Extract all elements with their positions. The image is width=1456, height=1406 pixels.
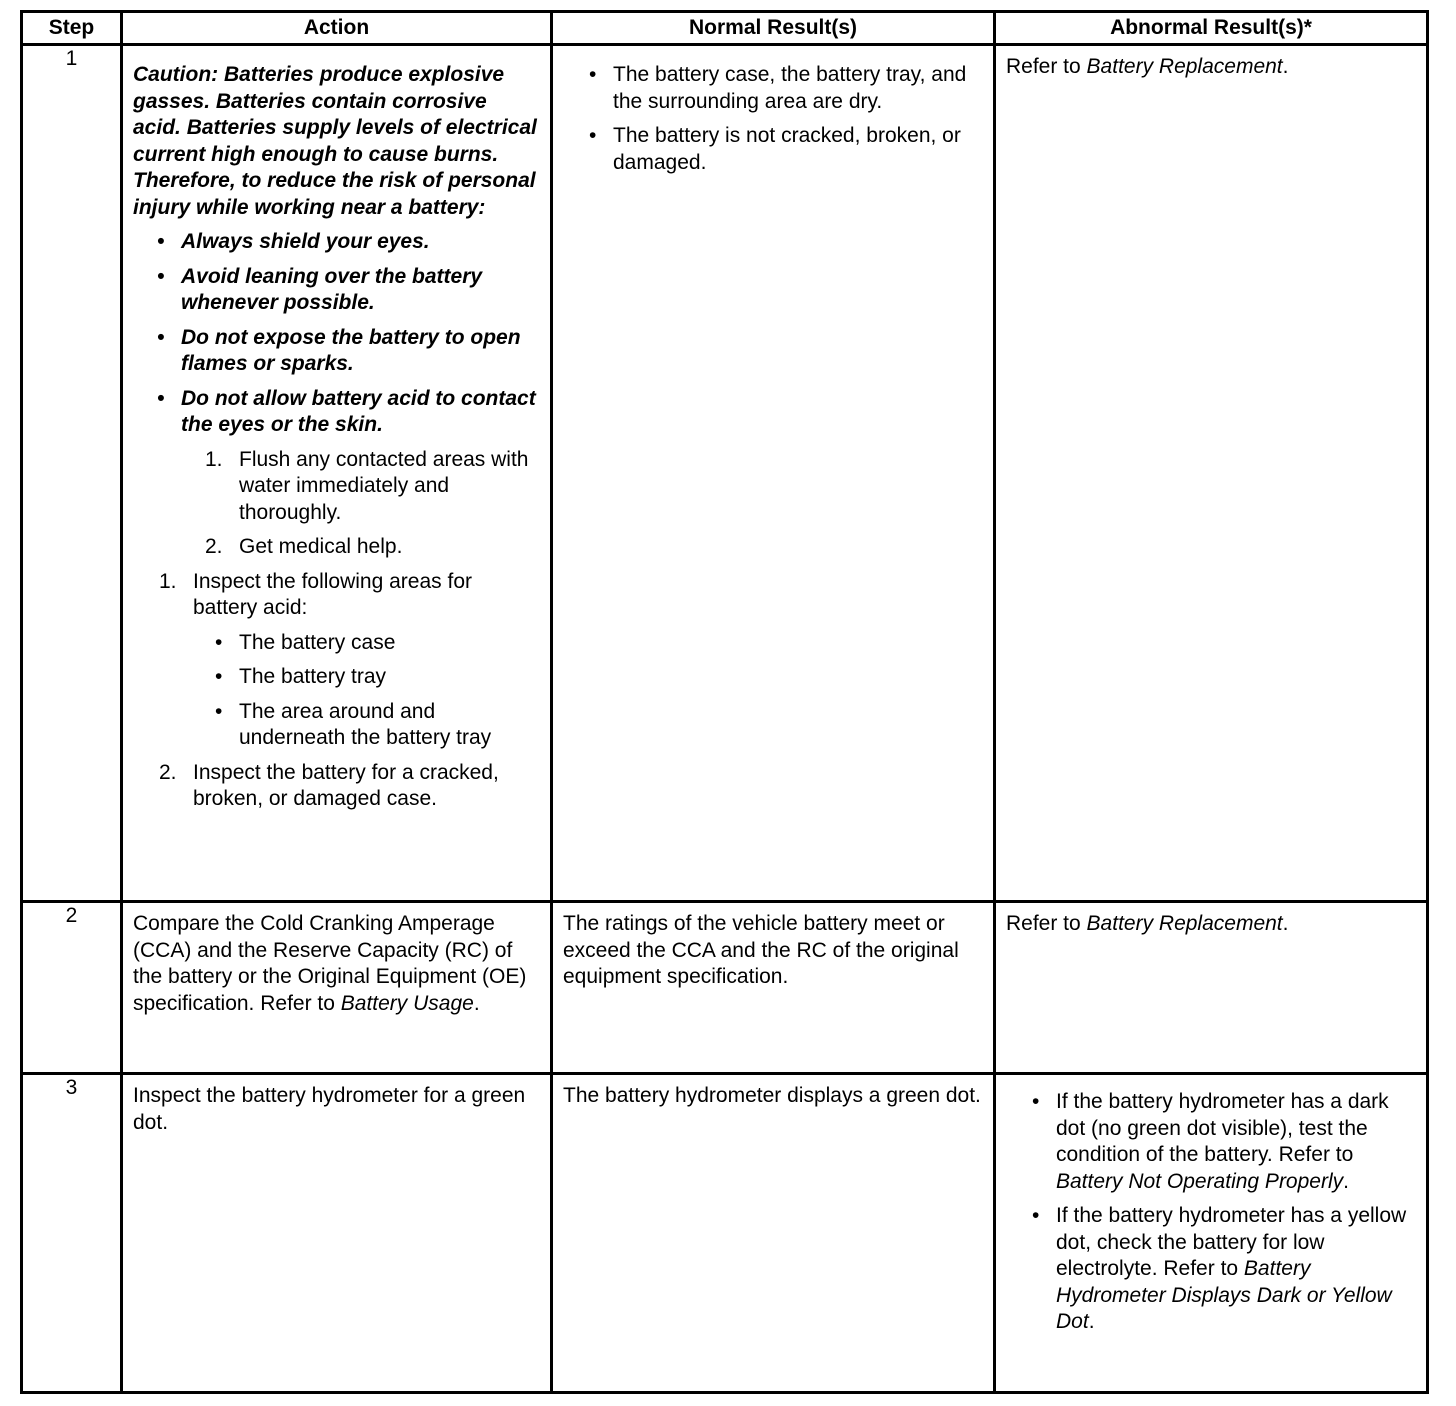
action-cell xyxy=(122,45,552,902)
abnormal-suffix: . xyxy=(1343,1169,1349,1193)
caution-item-text: Do not allow battery acid to contact the eyes or the skin. xyxy=(181,386,536,436)
list-text: Inspect the following areas for battery acid: xyxy=(193,569,472,619)
abnormal-result-cell xyxy=(995,902,1428,1074)
inspection-step xyxy=(159,569,540,752)
list-text: Get medical help. xyxy=(239,535,403,558)
header-step: Step xyxy=(22,12,122,45)
normal-result-cell xyxy=(552,902,995,1074)
step-number: 1 xyxy=(22,45,122,902)
normal-result: • The battery case, the battery tray, and the surrounding area are dry. xyxy=(589,62,983,115)
abnormal-text: Refer to xyxy=(1006,912,1087,935)
normal-result: • The battery is not cracked, broken, or damaged. xyxy=(589,123,983,176)
step-number: 3 xyxy=(22,1074,122,1393)
first-aid-item xyxy=(205,447,540,527)
normal-result-cell xyxy=(552,1074,995,1393)
action-cell xyxy=(122,902,552,1074)
reference-link[interactable]: Battery Replacement xyxy=(1086,55,1283,78)
list-number: 2. xyxy=(159,760,177,784)
abnormal-text: If the battery hydrometer has a yellow dot, check the battery for low electrolyte. Refer to xyxy=(1056,1204,1407,1280)
table-row xyxy=(22,45,1428,902)
abnormal-suffix: . xyxy=(1282,55,1289,78)
caution-item: • Do not expose the battery to open flames or sparks. xyxy=(157,325,540,378)
list-text: Inspect the battery for a cracked, broken, or damaged case. xyxy=(193,760,499,810)
normal-results-list xyxy=(563,62,983,176)
reference-link[interactable]: Battery Not Operating Properly xyxy=(1056,1169,1344,1193)
table-header-row xyxy=(22,12,1428,45)
first-aid-list xyxy=(133,447,540,561)
list-number: 1. xyxy=(205,447,223,471)
reference-link[interactable]: Battery Replacement xyxy=(1086,912,1283,935)
action-cell xyxy=(122,1074,552,1393)
inspection-steps xyxy=(133,569,540,813)
inspect-area: • The battery case xyxy=(215,630,540,657)
normal-result-cell xyxy=(552,45,995,902)
list-text: Flush any contacted areas with water immediately and thoroughly. xyxy=(239,447,529,524)
action-suffix: . xyxy=(473,991,480,1015)
table-row xyxy=(22,1074,1428,1393)
abnormal-results-list xyxy=(1006,1089,1416,1336)
normal-result: The battery hydrometer displays a green dot. xyxy=(563,1084,981,1107)
abnormal-suffix: . xyxy=(1282,912,1289,935)
abnormal-result-cell xyxy=(995,1074,1428,1393)
abnormal-result xyxy=(1032,1203,1416,1336)
header-normal-results: Normal Result(s) xyxy=(552,12,995,45)
first-aid-item xyxy=(205,534,540,561)
abnormal-text: Refer to xyxy=(1006,55,1087,78)
reference-link[interactable]: Battery Hydrometer Displays Dark or Yellow Dot xyxy=(1056,1257,1392,1333)
caution-item xyxy=(157,386,540,439)
inspect-area: • The area around and underneath the battery tray xyxy=(215,699,540,752)
caution-item: • Avoid leaning over the battery whenever possible. xyxy=(157,264,540,317)
list-number: 1. xyxy=(159,569,177,593)
abnormal-suffix: . xyxy=(1088,1310,1095,1333)
inspection-step xyxy=(159,760,540,813)
header-abnormal-results: Abnormal Result(s)* xyxy=(995,12,1428,45)
caution-list xyxy=(133,229,540,439)
inspect-area: • The battery tray xyxy=(215,664,540,691)
reference-link[interactable]: Battery Usage xyxy=(340,991,474,1015)
inspect-areas-list xyxy=(193,630,540,752)
abnormal-text: If the battery hydrometer has a dark dot (no green dot visible), test the condition of the battery. Refer to xyxy=(1056,1090,1389,1166)
header-action: Action xyxy=(122,12,552,45)
normal-result: The ratings of the vehicle battery meet or exceed the CCA and the RC of the original equipment specification. xyxy=(563,912,959,988)
action-text: Compare the Cold Cranking Amperage (CCA) and the Reserve Capacity (RC) of the battery or the Original Equipment (OE) specification. Refer to xyxy=(133,912,527,1015)
table-row xyxy=(22,902,1428,1074)
step-number: 2 xyxy=(22,902,122,1074)
caution-text: Caution: Batteries produce explosive gasses. Batteries contain corrosive acid. Batteries supply levels of electrical current high enough to cause burns. Therefore, to reduce the risk of personal injury while working near a battery: xyxy=(133,63,537,219)
abnormal-result-cell xyxy=(995,45,1428,902)
caution-item: • Always shield your eyes. xyxy=(157,229,540,256)
abnormal-result xyxy=(1032,1089,1416,1195)
list-number: 2. xyxy=(205,535,223,558)
diagnostic-table xyxy=(20,10,1429,1394)
diagnostic-document xyxy=(20,10,1426,1394)
action-text: Inspect the battery hydrometer for a green dot. xyxy=(133,1084,526,1134)
